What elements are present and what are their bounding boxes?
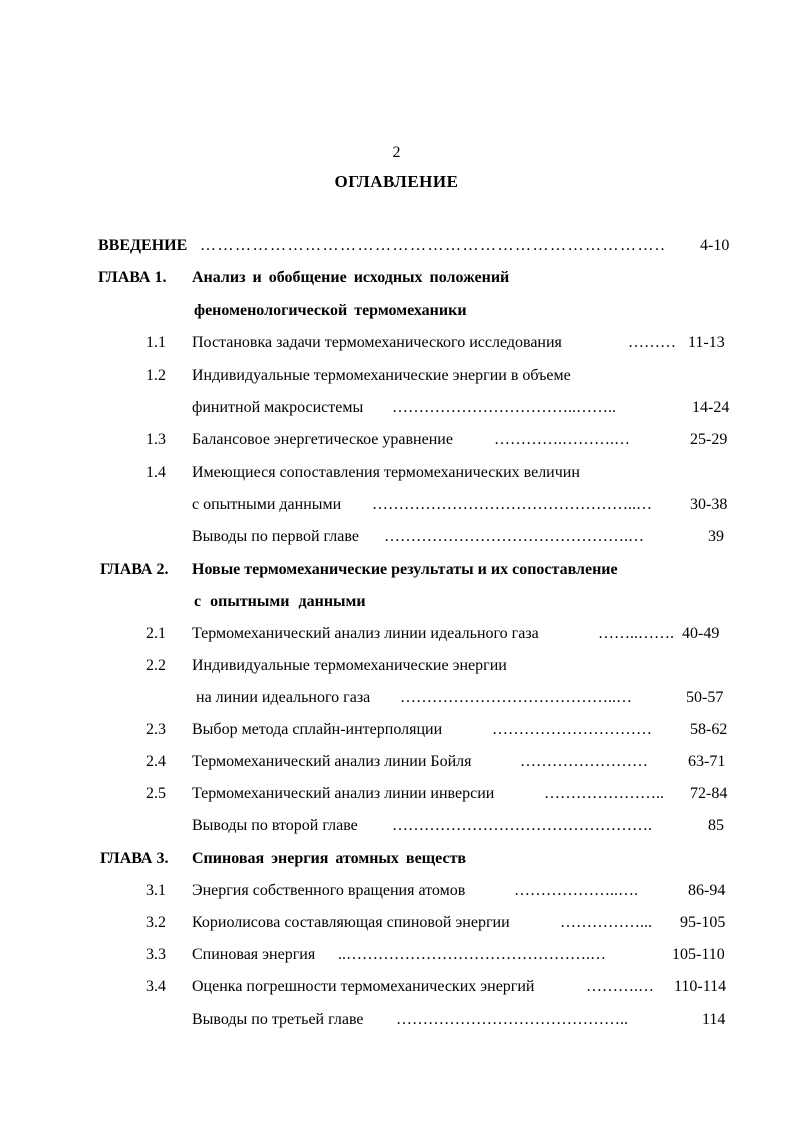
chapter3-title-line1: Спиновая энергия атомных веществ <box>192 850 467 867</box>
item-1-2-text-cont: финитной макросистемы <box>192 399 364 416</box>
item-1-4-pages: 30-38 <box>690 496 728 513</box>
item-1-4-dots: …………………………………………..… <box>372 496 652 513</box>
ch2-conclusions-dots: …………………………………………. <box>392 817 652 834</box>
item-2-5-number: 2.5 <box>146 785 166 802</box>
item-1-4-number: 1.4 <box>146 464 166 481</box>
item-2-3-pages: 58-62 <box>690 721 728 738</box>
item-3-1-number: 3.1 <box>146 882 166 899</box>
item-3-1-text: Энергия собственного вращения атомов <box>192 882 466 899</box>
item-2-2-text-cont: на линии идеального газа <box>196 689 371 706</box>
chapter2-title-line1: Новые термомеханические результаты и их сопоставление <box>192 561 618 578</box>
page-number: 2 <box>392 144 401 161</box>
ch3-conclusions-text: Выводы по третьей главе <box>192 1011 364 1028</box>
item-3-1-pages: 86-94 <box>688 882 726 899</box>
item-2-2-pages: 50-57 <box>686 689 724 706</box>
item-1-3-number: 1.3 <box>146 431 166 448</box>
item-3-1-dots: ………………..…. <box>514 882 638 899</box>
item-3-2-pages: 95-105 <box>680 914 726 931</box>
item-1-2-number: 1.2 <box>146 367 166 384</box>
item-2-2-number: 2.2 <box>146 657 166 674</box>
item-2-4-text: Термомеханический анализ линии Бойля <box>192 753 472 770</box>
item-3-3-text: Спиновая энергия <box>192 946 316 963</box>
chapter1-title-line1: Анализ и обобщение исходных положений <box>192 269 510 286</box>
chapter3-label: ГЛАВА 3. <box>100 850 169 867</box>
item-2-2-text: Индивидуальные термомеханические энергии <box>192 657 507 674</box>
item-2-3-number: 2.3 <box>146 721 166 738</box>
item-3-4-pages: 110-114 <box>674 978 727 995</box>
ch2-conclusions-pages: 85 <box>708 817 724 834</box>
intro-label: ВВЕДЕНИЕ <box>98 237 188 254</box>
item-3-4-dots: ……….… <box>586 978 654 995</box>
item-1-3-pages: 25-29 <box>690 431 728 448</box>
toc-title: ОГЛАВЛЕНИЕ <box>334 172 459 191</box>
item-1-2-dots: ……………………………..…….. <box>392 399 616 416</box>
item-3-2-text: Кориолисова составляющая спиновой энергии <box>192 914 510 931</box>
item-2-1-text: Термомеханический анализ линии идеального газа <box>192 625 539 642</box>
item-2-2-dots: …………………………………..… <box>400 689 632 706</box>
item-2-4-pages: 63-71 <box>688 753 726 770</box>
ch1-conclusions-pages: 39 <box>708 528 724 545</box>
chapter1-label: ГЛАВА 1. <box>98 269 167 286</box>
chapter1-title-line2: феноменологической термомеханики <box>194 302 467 319</box>
item-3-3-dots: ..……………………………………….… <box>338 946 606 963</box>
ch1-conclusions-text: Выводы по первой главе <box>192 528 359 545</box>
item-2-5-dots: ………………….. <box>544 785 664 802</box>
item-1-3-dots: ………….……….… <box>494 431 630 448</box>
item-3-3-pages: 105-110 <box>672 946 725 963</box>
item-1-1-text: Постановка задачи термомеханического исследования <box>192 334 562 351</box>
item-1-2-text: Индивидуальные термомеханические энергии в объеме <box>192 367 571 384</box>
item-2-5-pages: 72-84 <box>690 785 728 802</box>
chapter2-title-line2: с опытными данными <box>194 593 366 610</box>
item-2-1-dots: ……..……. <box>598 625 674 642</box>
item-3-4-text: Оценка погрешности термомеханических энергий <box>192 978 535 995</box>
item-2-3-text: Выбор метода сплайн-интерполяции <box>192 721 443 738</box>
item-1-4-text: Имеющиеся сопоставления термомеханических величин <box>192 464 580 481</box>
item-1-3-text: Балансовое энергетическое уравнение <box>192 431 453 448</box>
intro-pages: 4-10 <box>700 237 730 254</box>
ch1-conclusions-dots: ……………………………………….… <box>384 528 644 545</box>
item-2-4-dots: …………………… <box>520 753 648 770</box>
ch2-conclusions-text: Выводы по второй главе <box>192 817 358 834</box>
item-3-4-number: 3.4 <box>146 978 166 995</box>
item-1-1-number: 1.1 <box>146 334 166 351</box>
ch3-conclusions-pages: 114 <box>702 1011 726 1028</box>
item-3-2-dots: ……………... <box>560 914 652 931</box>
item-3-3-number: 3.3 <box>146 946 166 963</box>
intro-dots: …………………………………………………………………….. <box>200 237 666 254</box>
item-1-1-pages: 11-13 <box>688 334 725 351</box>
item-1-4-text-cont: с опытными данными <box>192 496 342 513</box>
item-3-2-number: 3.2 <box>146 914 166 931</box>
ch3-conclusions-dots: …………………………………….. <box>396 1011 628 1028</box>
item-2-1-number: 2.1 <box>146 625 166 642</box>
item-2-5-text: Термомеханический анализ линии инверсии <box>192 785 495 802</box>
item-2-3-dots: ………………………… <box>492 721 652 738</box>
chapter2-label: ГЛАВА 2. <box>100 561 169 578</box>
item-2-1-pages: 40-49 <box>682 625 720 642</box>
item-1-1-dots: ……… <box>628 334 676 351</box>
item-2-4-number: 2.4 <box>146 753 166 770</box>
item-1-2-pages: 14-24 <box>692 399 730 416</box>
